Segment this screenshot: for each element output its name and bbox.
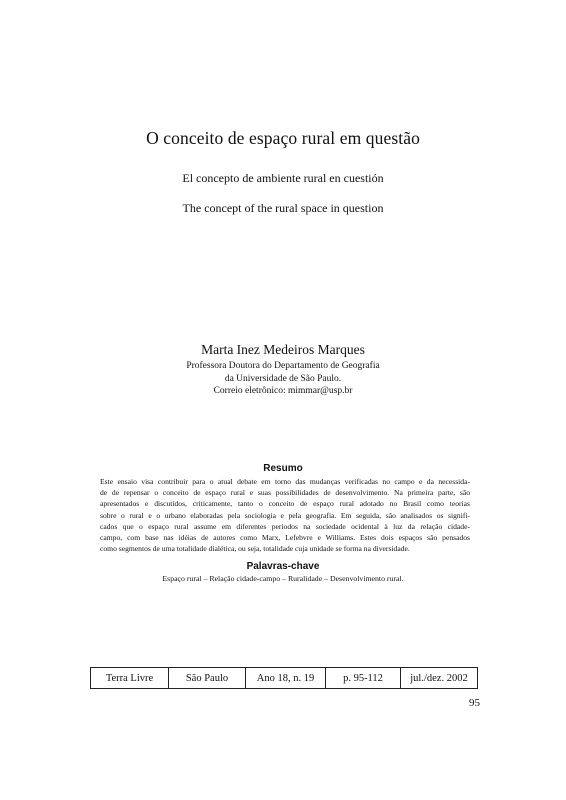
abstract-line: Este ensaio visa contribuir para o atual debate em torno das mudanças verificadas no campo e da necessida- xyxy=(100,477,470,486)
keywords-text: Espaço rural – Relação cidade-campo – Ruralidade – Desenvolvimento rural. xyxy=(162,574,404,583)
keywords-heading: Palavras-chave xyxy=(246,561,320,572)
subtitle-english: The concept of the rural space in question xyxy=(182,201,384,215)
abstract-line: cados que o espaço rural assume em diferentes períodos na sociedade ocidental à luz da relação cidade- xyxy=(100,521,470,531)
volume-issue-cell: Ano 18, n. 19 xyxy=(246,668,326,689)
paper-title: O conceito de espaço rural em questão xyxy=(146,128,420,148)
abstract-body xyxy=(100,476,470,554)
author-name: Marta Inez Medeiros Marques xyxy=(201,342,365,357)
abstract-line: como segmentos de uma totalidade dialética, ou seja, totalidade cuja unidade se forma na diversidade. xyxy=(100,544,410,554)
abstract-line: sobre o rural e o urbano elaboradas pela sociologia e pela geografia. Em seguida, são analisados os signifi- xyxy=(100,510,470,520)
subtitle-spanish: El concepto de ambiente rural en cuestión xyxy=(182,171,384,185)
date-cell: jul./dez. 2002 xyxy=(401,668,478,689)
abstract-line: apresentados e discutidos, criticamente, tanto o conceito de espaço rural adotado no Brasil como teorias xyxy=(100,499,470,509)
page-number: 95 xyxy=(469,697,480,709)
author-block xyxy=(0,341,566,398)
pages-cell: p. 95-112 xyxy=(326,668,401,689)
abstract-line: de de repensar o conceito de espaço rural e suas possibilidades de desenvolvimento. Na primeira parte, são xyxy=(100,488,470,498)
publication-info-row xyxy=(91,668,478,689)
journal-name-cell: Terra Livre xyxy=(91,668,169,689)
abstract-heading: Resumo xyxy=(263,463,303,474)
author-email-line: Correio eletrônico: mimmar@usp.br xyxy=(213,386,353,396)
author-affiliation-line: da Universidade de São Paulo. xyxy=(224,373,342,384)
publication-info-table xyxy=(90,667,478,689)
abstract-line: campo, com base nas idéias de autores como Marx, Lefebvre e Williams. Estes dois espaços são pensados xyxy=(100,533,470,543)
city-cell: São Paulo xyxy=(169,668,246,689)
author-affiliation-line: Professora Doutora do Departamento de Geografia xyxy=(186,361,380,371)
